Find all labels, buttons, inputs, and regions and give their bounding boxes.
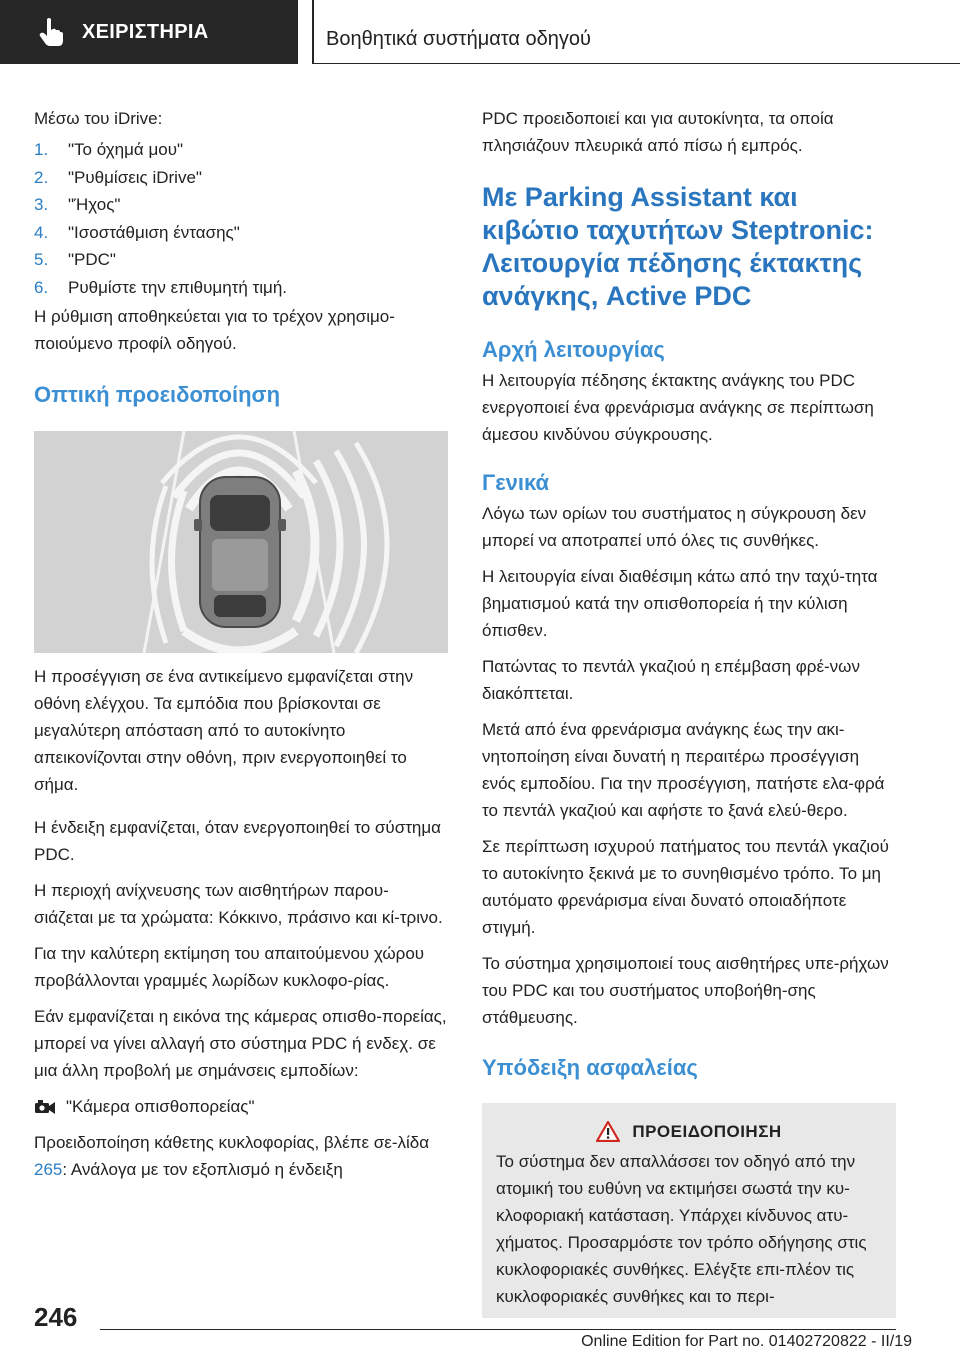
chapter-title: ΧΕΙΡΙΣΤΗΡΙΑ: [82, 20, 209, 43]
camera-icon: [34, 1098, 56, 1116]
step-text: Ρυθμίστε την επιθυμητή τιμή.: [68, 277, 288, 297]
warning-title: ΠΡΟΕΙΔΟΠΟΙΗΣΗ: [632, 1121, 782, 1141]
note-text: Η ρύθμιση αποθηκεύεται για το τρέχον χρησιμο‐ποιούμενο προφίλ οδηγού.: [34, 307, 395, 353]
heading-visual-warning: Οπτική προειδοποίηση: [34, 382, 281, 407]
list-item: [34, 164, 448, 192]
header-separator: [298, 0, 312, 64]
page-number: 246: [34, 1302, 78, 1332]
list-item: [34, 219, 448, 247]
paragraph: Η ένδειξη εμφανίζεται, όταν ενεργοποιηθεί το σύστημα PDC.: [34, 818, 442, 864]
step-text: "Ισοστάθμιση έντασης": [68, 222, 240, 242]
list-item: [34, 136, 448, 164]
camera-option: [34, 1093, 448, 1120]
main-heading: Με Parking Assistant και κιβώτιο ταχυτήτων Steptronic: Λειτουργία πέδησης έκτακτης ανάγκης, Active PDC: [482, 182, 874, 311]
step-text: "PDC": [68, 250, 116, 269]
pdc-illustration: [34, 431, 448, 653]
paragraph: Η προσέγγιση σε ένα αντικείμενο εμφανίζεται στην οθόνη ελέγχου. Τα εμπόδια που βρίσκονται σε μεγαλύτερη απόσταση από το αυτοκίνητο απεικονίζονται στην οθόνη, πριν ενεργοποιηθεί το σήμα.: [34, 667, 414, 794]
paragraph: Εάν εμφανίζεται η εικόνα της κάμερας οπισθο‐πορείας, μπορεί να γίνει αλλαγή στο σύστημα PDC ή ενδεχ. σε μια άλλη προβολή με σημάνσεις εμποδίων:: [34, 1007, 447, 1080]
step-number: 4.: [34, 222, 49, 242]
warning-text: Το σύστημα δεν απαλλάσσει τον οδηγό από την ατομική του ευθύνη να εκτιμήσει σωστά την κυ‐κλοφοριακή κατάσταση. Υπάρχει κίνδυνος ατυ‐χήματος. Προσαρμόστε τον τρόπο οδήγησης στις κυκλοφοριακές συνθήκες. Ελέγξτε επι‐πλέον τις κυκλοφοριακές συνθήκες και το περι‐: [496, 1152, 867, 1306]
header-chapter-bar: [0, 0, 298, 64]
paragraph: Πατώντας το πεντάλ γκαζιού η επέμβαση φρέ‐νων διακόπτεται.: [482, 657, 860, 703]
page-link[interactable]: 265: [34, 1160, 63, 1179]
paragraph: Μετά από ένα φρενάρισμα ανάγκης έως την ακι‐νητοποίηση είναι δυνατή η περαιτέρω προσέγγιση ενός εμποδίου. Για την προσέγγιση, πατήστε ελα‐φρά το πεντάλ γκαζιού και αφήστε το ξανά ελεύ‐θερο.: [482, 720, 885, 820]
list-item: [34, 191, 448, 219]
heading-general: Γενικά: [482, 470, 550, 495]
left-column: [34, 96, 448, 1183]
header-separator-line: [312, 0, 314, 64]
warning-triangle-icon: [596, 1121, 620, 1142]
heading-safety: Υπόδειξη ασφαλείας: [482, 1055, 698, 1080]
right-column: [482, 96, 896, 1318]
paragraph: Σε περίπτωση ισχυρού πατήματος του πεντάλ γκαζιού το αυτοκίνητο ξεκινά με το συνηθισμένο τρόπο. Το μη αυτόματο φρενάρισμα είναι δυνατό οποιαδήποτε στιγμή.: [482, 837, 889, 937]
paragraph: Το σύστημα χρησιμοποιεί τους αισθητήρες υπε‐ρήχων του PDC και του συστήματος υποβοήθη‐σης στάθμευσης.: [482, 954, 889, 1027]
step-text: "Το όχημά μου": [68, 140, 184, 159]
intro-text: Μέσω του iDrive:: [34, 109, 163, 128]
step-text: "Ήχος": [68, 195, 121, 214]
step-number: 2.: [34, 167, 49, 187]
hand-pointer-icon: [34, 15, 68, 49]
step-number: 5.: [34, 250, 49, 269]
paragraph: Η λειτουργία είναι διαθέσιμη κάτω από την ταχύ‐τητα βηματισμού κατά την οπισθοπορεία ή την κύλιση όπισθεν.: [482, 567, 878, 640]
section-title: Βοηθητικά συστήματα οδηγού: [326, 28, 591, 50]
warning-header: [496, 1121, 882, 1142]
continuation-text: PDC προειδοποιεί και για αυτοκίνητα, τα οποία πλησιάζουν πλευρικά από πίσω ή εμπρός.: [482, 109, 834, 155]
step-text: "Ρυθμίσεις iDrive": [68, 167, 202, 187]
paragraph: Για την καλύτερη εκτίμηση του απαιτούμενου χώρου προβάλλονται γραμμές λωρίδων κυκλοφο‐ρίας.: [34, 944, 425, 990]
list-item: [34, 246, 448, 274]
footer-edition: Online Edition for Part no. 01402720822 - II/19: [581, 1333, 912, 1350]
heading-principle: Αρχή λειτουργίας: [482, 337, 665, 362]
step-number: 3.: [34, 195, 49, 214]
car-pdc-graphic: [34, 431, 448, 653]
list-item: [34, 274, 448, 302]
step-number: 1.: [34, 140, 49, 159]
footer-rule: [100, 1329, 896, 1330]
warning-box: [482, 1103, 896, 1318]
step-number: 6.: [34, 277, 49, 297]
paragraph: Η περιοχή ανίχνευσης των αισθητήρων παρου‐σιάζεται με τα χρώματα: Κόκκινο, πράσινο και κί‐τρινο.: [34, 881, 443, 927]
paragraph: Η λειτουργία πέδησης έκτακτης ανάγκης του PDC ενεργοποιεί ένα φρενάρισμα ανάγκης σε περίπτωση άμεσου κινδύνου σύγκρουσης.: [482, 371, 874, 444]
camera-option-label: "Κάμερα οπισθοπορείας": [66, 1097, 255, 1116]
paragraph-text-start: Προειδοποίηση κάθετης κυκλοφορίας, βλέπε σε‐λίδα: [34, 1133, 430, 1152]
steps-list: [34, 136, 448, 301]
paragraph: Λόγω των ορίων του συστήματος η σύγκρουση δεν μπορεί να αποτραπεί υπό όλες τις συνθήκες.: [482, 504, 867, 550]
paragraph-text-end: : Ανάλογα με τον εξοπλισμό η ένδειξη: [62, 1160, 343, 1179]
header-rule: [314, 63, 960, 64]
paragraph: [34, 1129, 448, 1183]
